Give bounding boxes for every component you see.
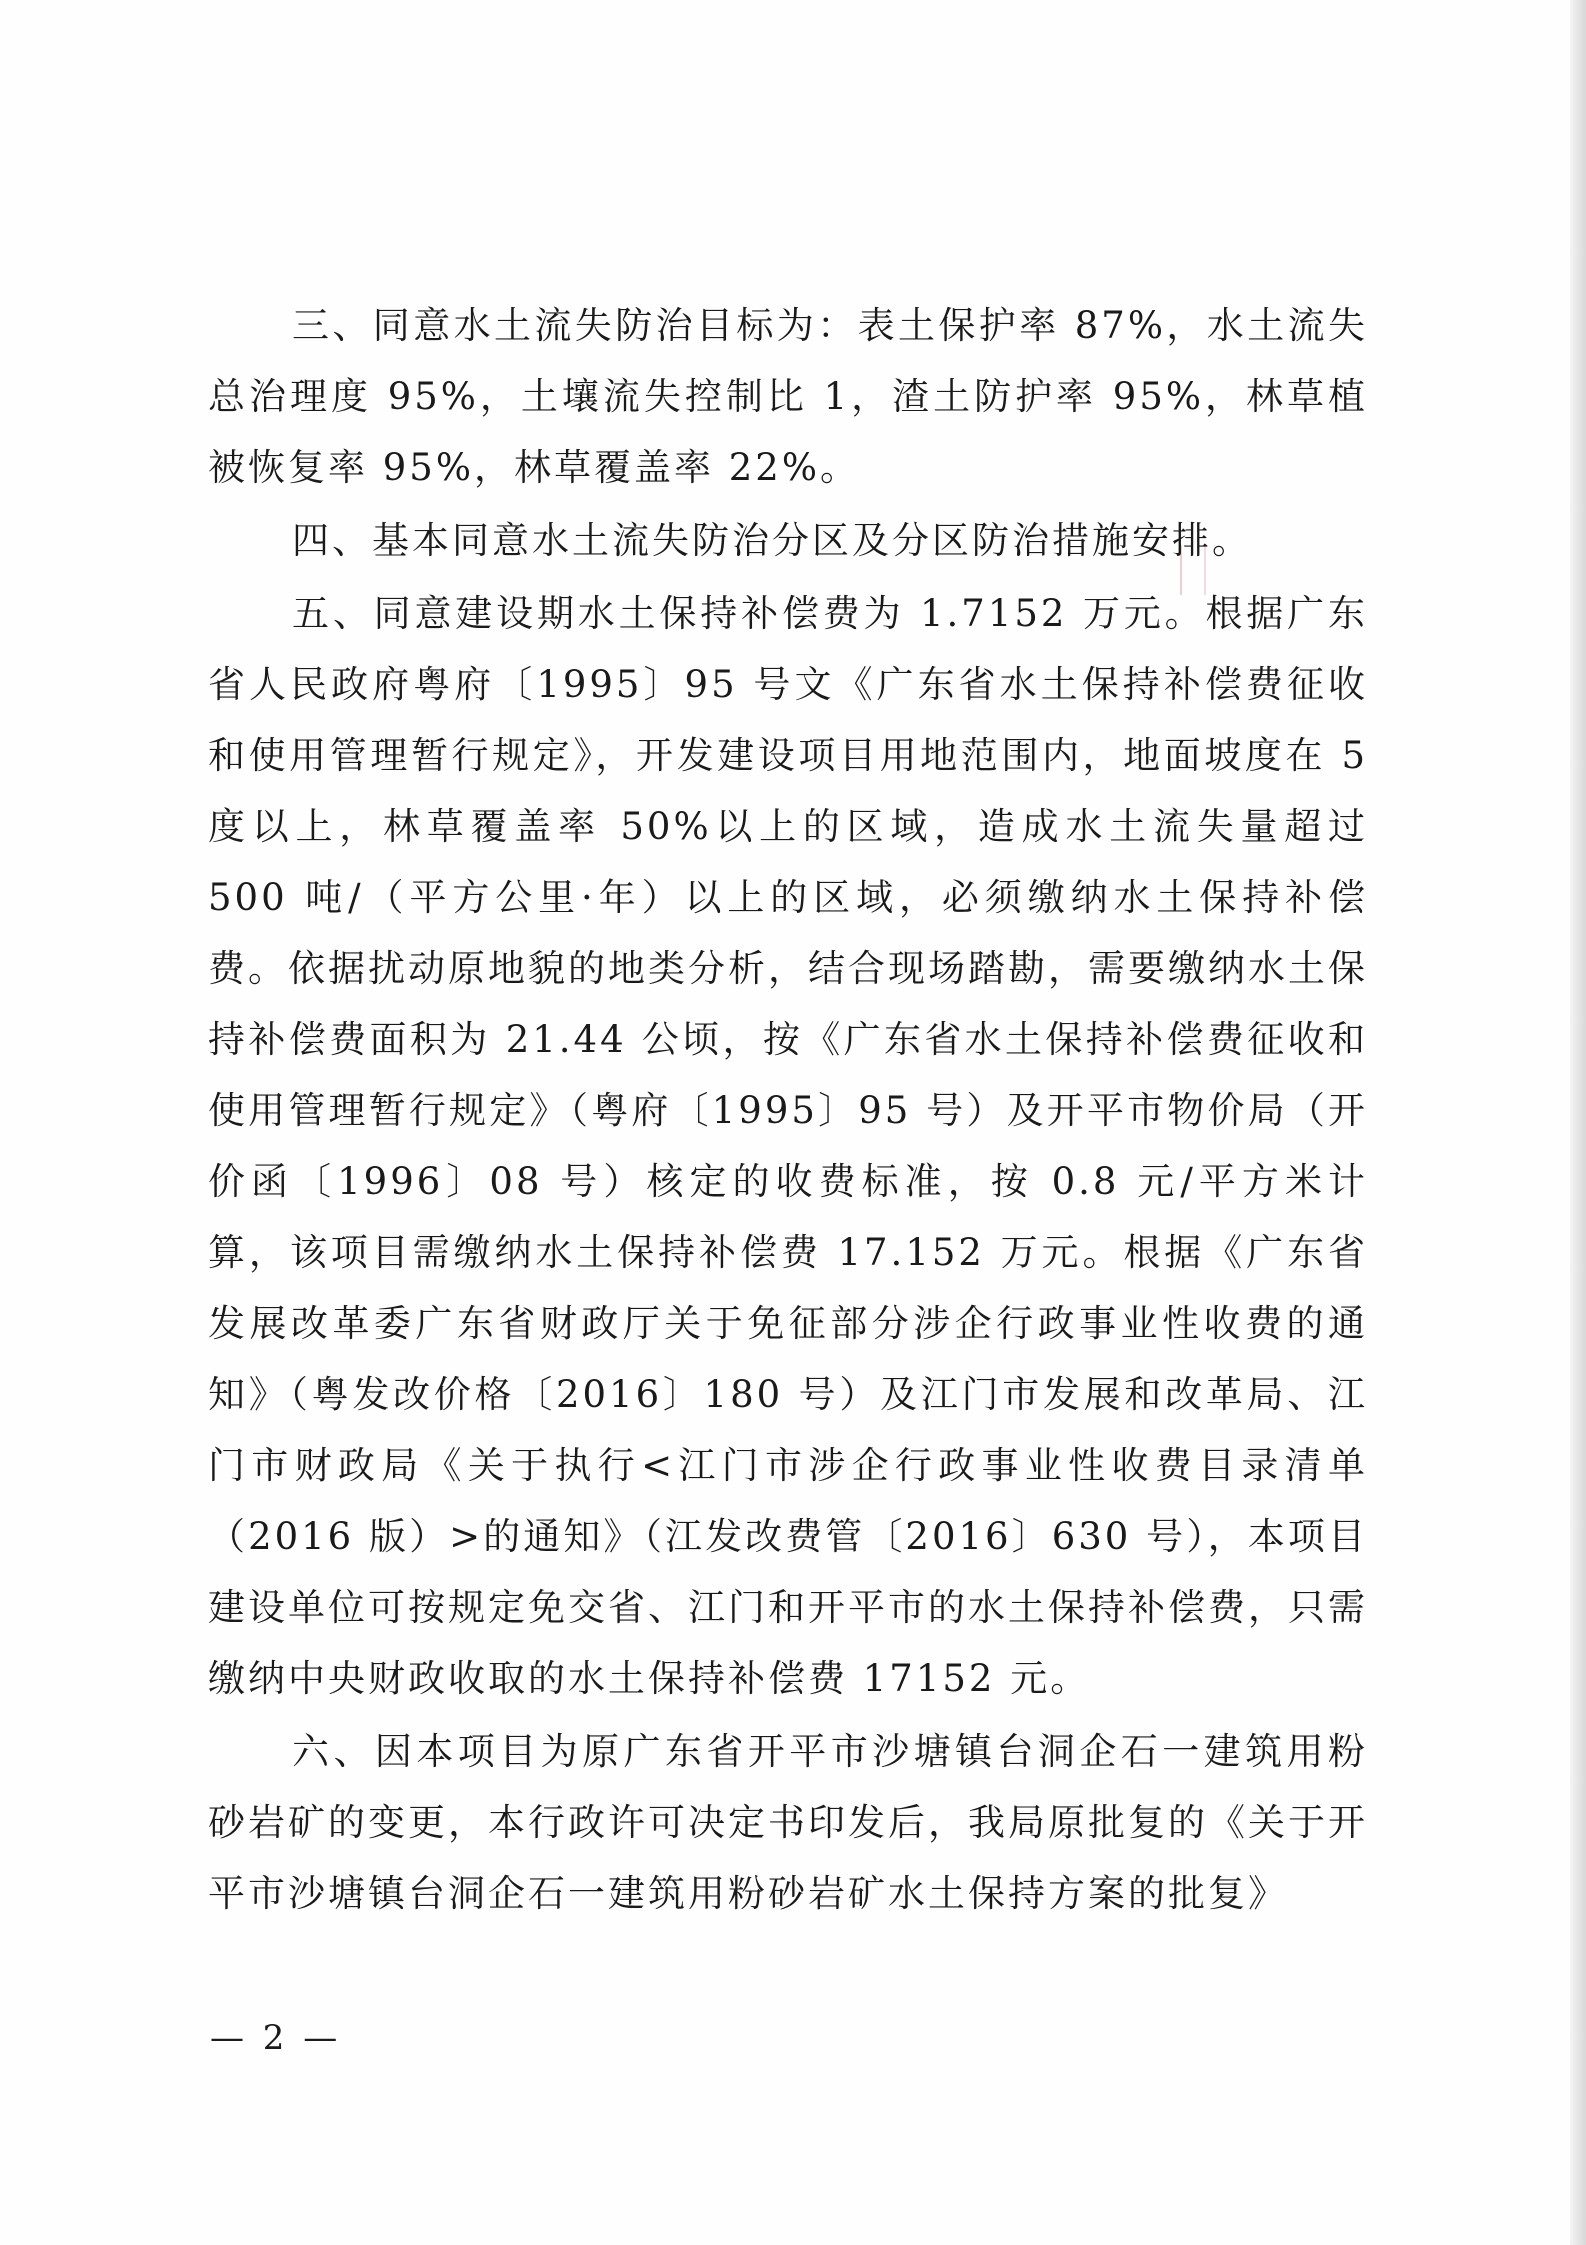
scan-edge-shadow: [1570, 0, 1586, 2245]
paragraph-6-project-change: 六、因本项目为原广东省开平市沙塘镇台洞企石一建筑用粉砂岩矿的变更，本行政许可决定书印发后，我局原批复的《关于开平市沙塘镇台洞企石一建筑用粉砂岩矿水土保持方案的批复》: [208, 1730, 1368, 1915]
page-number: — 2 —: [210, 2018, 342, 2058]
paragraph-4-zoning-measures: 四、基本同意水土流失防治分区及分区防治措施安排。: [292, 519, 1252, 562]
document-body: [208, 290, 1368, 1929]
paragraph-5-compensation-fee: 五、同意建设期水土保持补偿费为 1.7152 万元。根据广东省人民政府粤府〔1995〕95 号文《广东省水土保持补偿费征收和使用管理暂行规定》，开发建设项目用地范围内，地面坡度在 5 度以上，林草覆盖率 50%以上的区域，造成水土流失量超过 500 吨/（平方公里·年）以上的区域，必须缴纳水土保持补偿费。依据扰动原地貌的地类分析，结合现场踏勘，需要缴纳水土保持补偿费面积为 21.44 公顷，按《广东省水土保持补偿费征收和使用管理暂行规定》（粤府〔1995〕95 号）及开平市物价局（开价函〔1996〕08 号）核定的收费标准，按 0.8 元/平方米计算，该项目需缴纳水土保持补偿费 17.152 万元。根据《广东省发展改革委广东省财政厅关于免征部分涉企行政事业性收费的通知》（粤发改价格〔2016〕180 号）及江门市发展和改革局、江门市财政局《关于执行<江门市涉企行政事业性收费目录清单（2016 版）>的通知》（江发改费管〔2016〕630 号），本项目建设单位可按规定免交省、江门和开平市的水土保持补偿费，只需缴纳中央财政收取的水土保持补偿费 17152 元。: [208, 592, 1368, 1700]
paragraph-3-prevention-targets: 三、同意水土流失防治目标为：表土保护率 87%，水土流失总治理度 95%，土壤流失控制比 1，渣土防护率 95%，林草植被恢复率 95%，林草覆盖率 22%。: [208, 304, 1368, 489]
